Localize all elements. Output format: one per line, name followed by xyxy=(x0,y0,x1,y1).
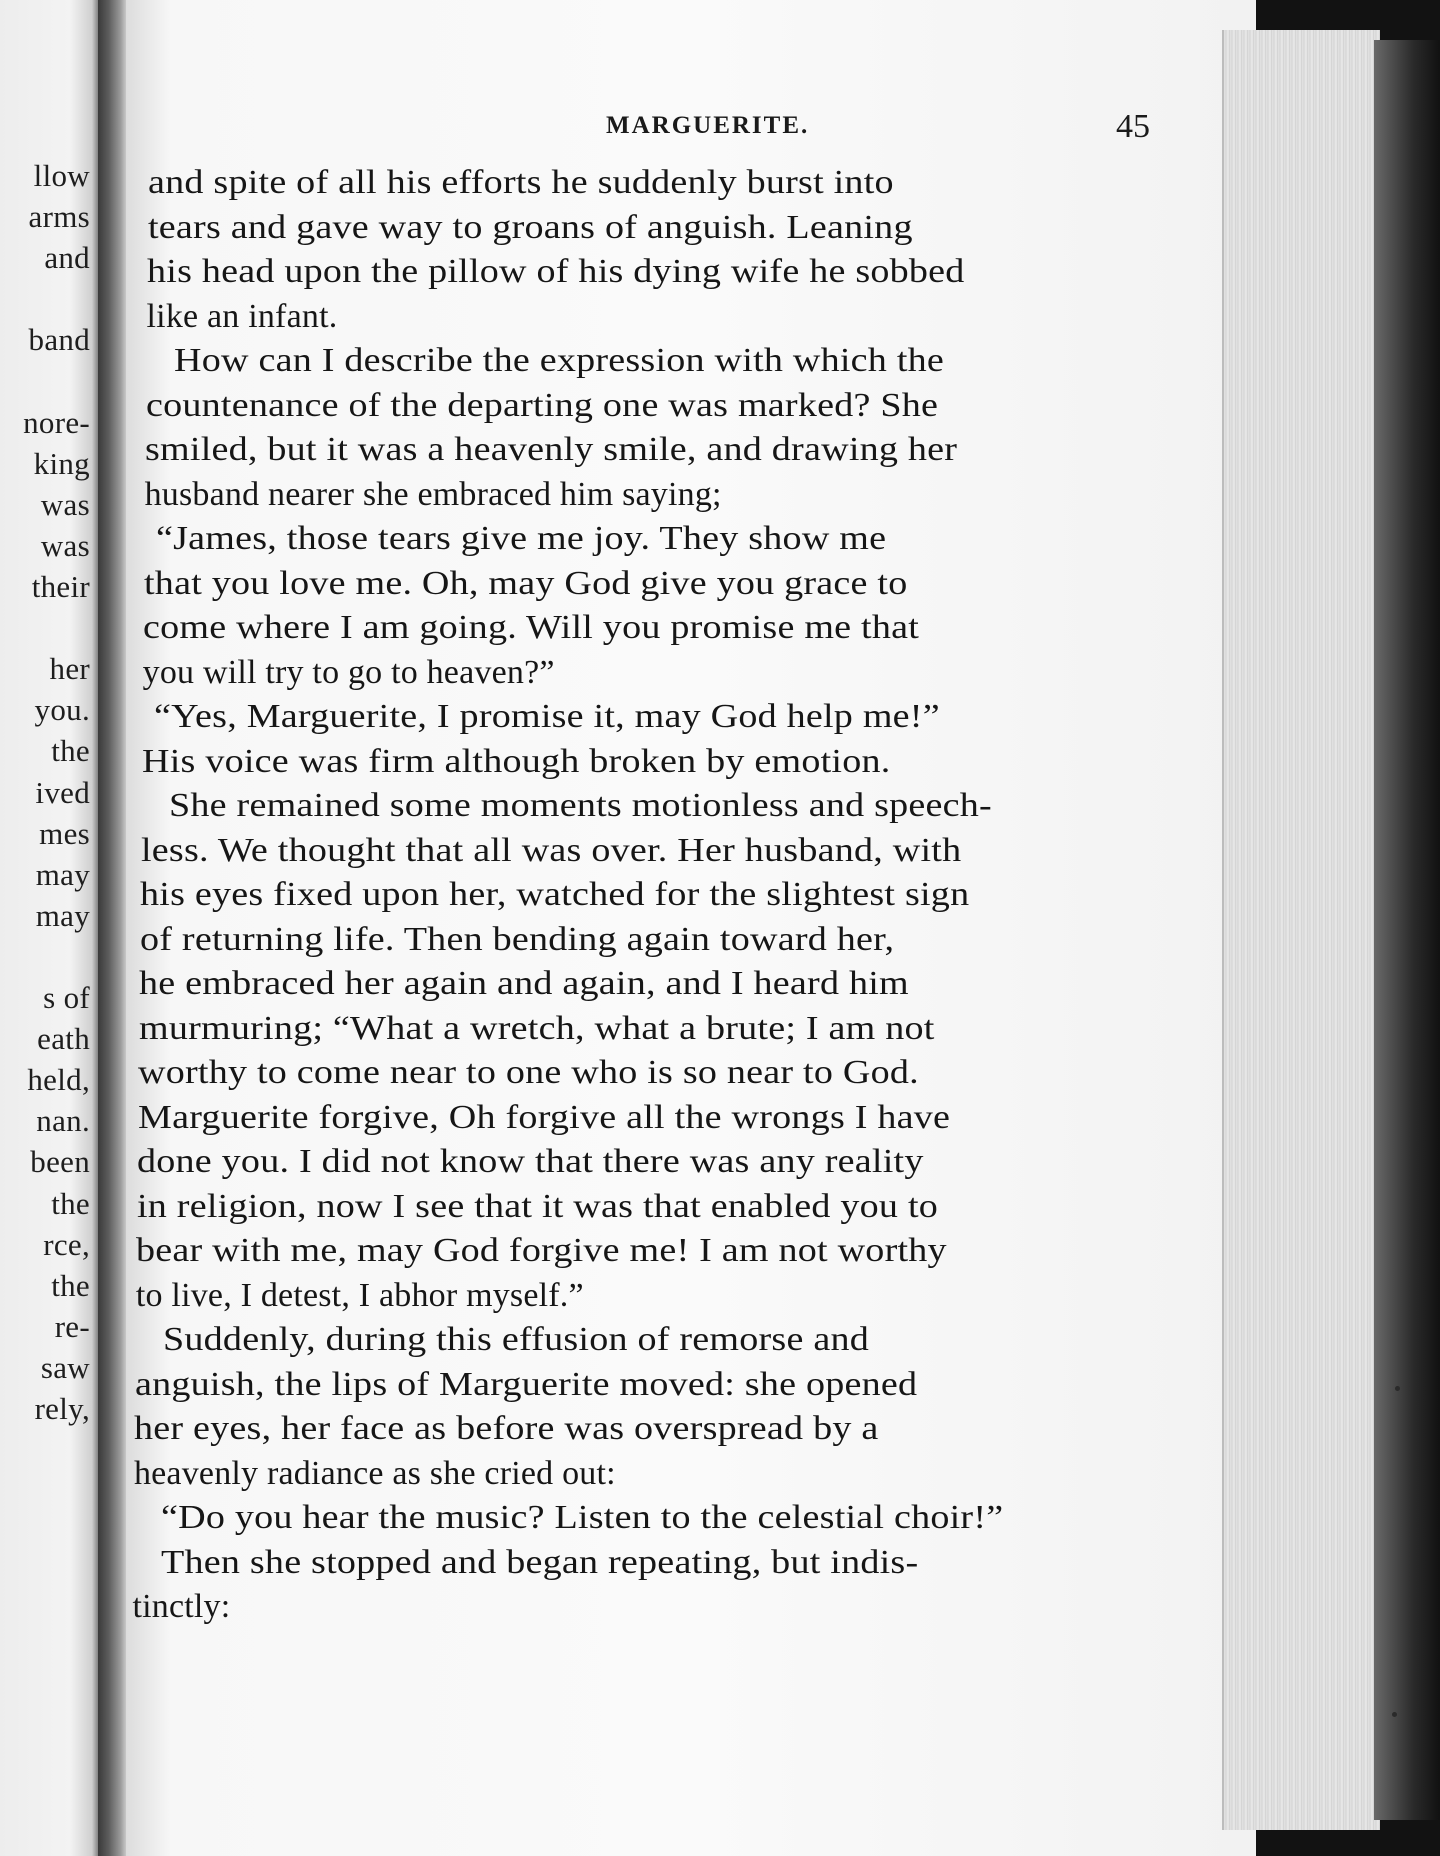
page-edges xyxy=(1222,30,1380,1830)
left-page-line: the xyxy=(51,1267,90,1303)
left-page-line: may xyxy=(35,897,90,933)
body-text-line: heavenly radiance as she cried out: xyxy=(133,1454,616,1492)
body-text-line: “Yes, Marguerite, I promise it, may God help me!” xyxy=(154,698,940,735)
body-text-line: Suddenly, during this effusion of remorse and xyxy=(163,1321,870,1358)
body-text-line: come where I am going. Will you promise me that xyxy=(143,609,920,646)
running-head: MARGUERITE. xyxy=(606,112,810,139)
left-page-line: her xyxy=(49,651,90,687)
left-page-line: rely, xyxy=(34,1391,90,1426)
page-number: 45 xyxy=(1116,108,1150,145)
body-text-line: murmuring; “What a wretch, what a brute; I am not xyxy=(138,1009,935,1047)
left-page xyxy=(0,0,100,1856)
left-page-line: re- xyxy=(54,1308,90,1344)
left-page-line: llow xyxy=(33,158,90,193)
body-text-line: husband nearer she embraced him saying; xyxy=(144,475,722,513)
left-page-line: the xyxy=(51,1185,90,1221)
left-page-line: arms xyxy=(28,199,90,235)
left-page-line: rce, xyxy=(43,1226,90,1262)
body-text-line: his head upon the pillow of his dying wife he sobbed xyxy=(147,253,965,290)
body-text-line: to live, I detest, I abhor myself.” xyxy=(135,1276,584,1314)
left-page-line: you. xyxy=(34,692,90,728)
left-page-line: was xyxy=(40,527,90,563)
left-page-line: saw xyxy=(40,1349,90,1385)
body-text-line: How can I describe the expression with which the xyxy=(174,342,945,379)
left-page-line: and xyxy=(44,240,90,276)
body-text-line: less. We thought that all was over. Her husband, with xyxy=(140,831,962,869)
body-text-line: “Do you hear the music? Listen to the celestial choir!” xyxy=(161,1499,1004,1536)
body-text-line: of returning life. Then bending again toward her, xyxy=(139,920,894,958)
left-page-line: nan. xyxy=(36,1103,90,1139)
body-text-line: “James, those tears give me joy. They show me xyxy=(156,520,887,557)
left-page-line: nore- xyxy=(23,404,90,440)
body-text-line: She remained some moments motionless and speech- xyxy=(169,787,993,824)
left-page-line: the xyxy=(51,733,90,769)
body-text-line: his eyes fixed upon her, watched for the slightest sign xyxy=(140,876,970,913)
body-text-line: bear with me, may God forgive me! I am not worthy xyxy=(136,1232,948,1269)
scan-speck xyxy=(1392,1712,1397,1717)
body-text-line: worthy to come near to one who is so near to God. xyxy=(138,1054,920,1091)
body-text-line: like an infant. xyxy=(146,297,338,335)
body-text-line: Marguerite forgive, Oh forgive all the wrongs I have xyxy=(137,1098,950,1136)
left-page-line: may xyxy=(35,856,90,892)
edge-shadow xyxy=(1374,40,1440,1820)
left-page-line: band xyxy=(28,322,90,358)
body-text-line: countenance of the departing one was marked? She xyxy=(145,386,938,424)
body-text-line: and spite of all his efforts he suddenly burst into xyxy=(148,164,894,201)
right-page xyxy=(126,0,1256,1856)
left-page-line: mes xyxy=(39,815,90,851)
left-page-line: king xyxy=(33,445,90,481)
body-text-line: that you love me. Oh, may God give you grace to xyxy=(143,564,908,602)
left-page-line: held, xyxy=(27,1062,90,1098)
left-page-line: was xyxy=(40,486,90,522)
body-text-line: in religion, now I see that it was that enabled you to xyxy=(136,1187,938,1225)
body-text-line: His voice was firm although broken by emotion. xyxy=(141,742,891,780)
body-text-line: tinctly: xyxy=(132,1588,231,1625)
left-page-line: eath xyxy=(37,1021,90,1057)
body-text-line: anguish, the lips of Marguerite moved: she opened xyxy=(134,1365,918,1403)
body-text-line: you will try to go to heaven?” xyxy=(142,653,555,691)
body-text-line: Then she stopped and began repeating, but indis- xyxy=(160,1543,919,1581)
left-page-line: ived xyxy=(35,774,90,810)
left-page-line: their xyxy=(31,569,90,604)
book-gutter xyxy=(98,0,128,1856)
body-text-line: her eyes, her face as before was overspread by a xyxy=(134,1410,879,1447)
scan-speck xyxy=(1395,1386,1400,1391)
body-text-line: he embraced her again and again, and I heard him xyxy=(139,965,910,1002)
body-text-line: smiled, but it was a heavenly smile, and drawing her xyxy=(145,431,958,468)
body-text-line: done you. I did not know that there was any reality xyxy=(137,1143,924,1180)
left-page-line: been xyxy=(30,1144,90,1180)
left-page-line: s of xyxy=(43,980,90,1015)
body-text-line: tears and gave way to groans of anguish. Leaning xyxy=(147,208,913,246)
